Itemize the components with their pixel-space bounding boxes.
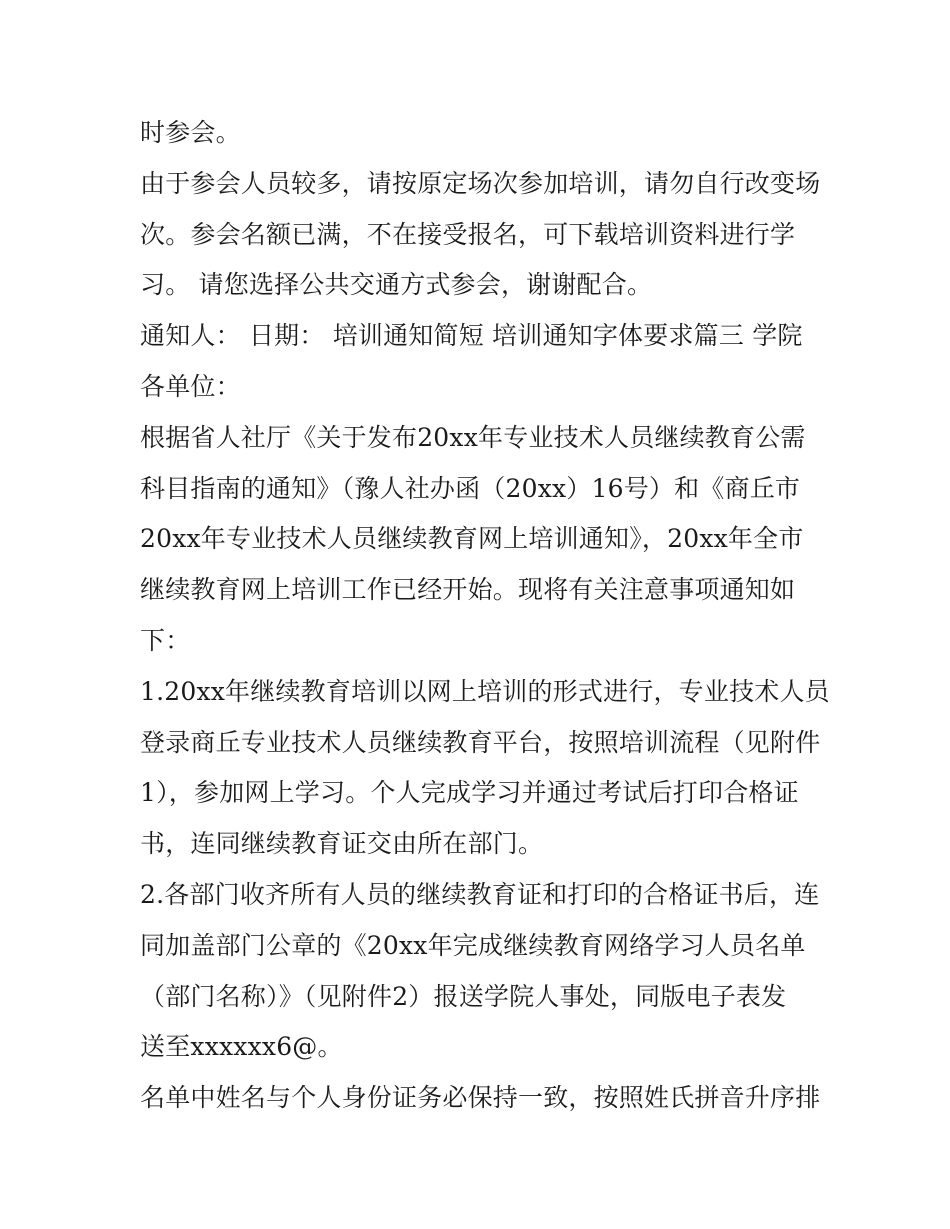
text-line: 习。 请您选择公共交通方式参会，谢谢配合。 [140,270,653,300]
text-line: 同加盖部门公章的《20xx年完成继续教育网络学习人员名单 [140,930,806,960]
text-line: 1），参加网上学习。个人完成学习并通过考试后打印合格证 [140,778,799,808]
text-line: 名单中姓名与个人身份证务必保持一致，按照姓氏拼音升序排 [140,1083,821,1113]
text-line: 通知人： 日期： 培训通知简短 培训通知字体要求篇三 学院 [140,321,803,351]
document-body [140,108,830,1124]
text-line: 20xx年专业技术人员继续教育网上培训通知》，20xx年全市 [140,524,804,554]
text-line: 1.20xx年继续教育培训以网上培训的形式进行，专业技术人员 [140,676,830,706]
text-line: 由于参会人员较多，请按原定场次参加培训，请勿自行改变场 [140,168,821,198]
text-line: 下： [140,625,191,655]
text-line: 次。参会名额已满，不在接受报名，可下载培训资料进行学 [140,219,796,249]
text-line: （部门名称）》（见附件2）报送学院人事处，同版电子表发 [140,981,787,1011]
text-line: 科目指南的通知》（豫人社办函（20xx）16号）和《商丘市 [140,473,801,503]
text-line: 书，连同继续教育证交由所在部门。 [140,829,544,859]
text-line: 登录商丘专业技术人员继续教育平台，按照培训流程（见附件 [140,727,821,757]
text-line: 继续教育网上培训工作已经开始。现将有关注意事项通知如 [140,575,796,605]
text-line: 根据省人社厅《关于发布20xx年专业技术人员继续教育公需 [140,422,806,452]
text-line: 2.各部门收齐所有人员的继续教育证和打印的合格证书后，连 [140,879,820,909]
text-line: 各单位： [140,371,241,401]
text-line: 送至xxxxxx6@。 [140,1032,343,1062]
text-line: 时参会。 [140,118,241,147]
